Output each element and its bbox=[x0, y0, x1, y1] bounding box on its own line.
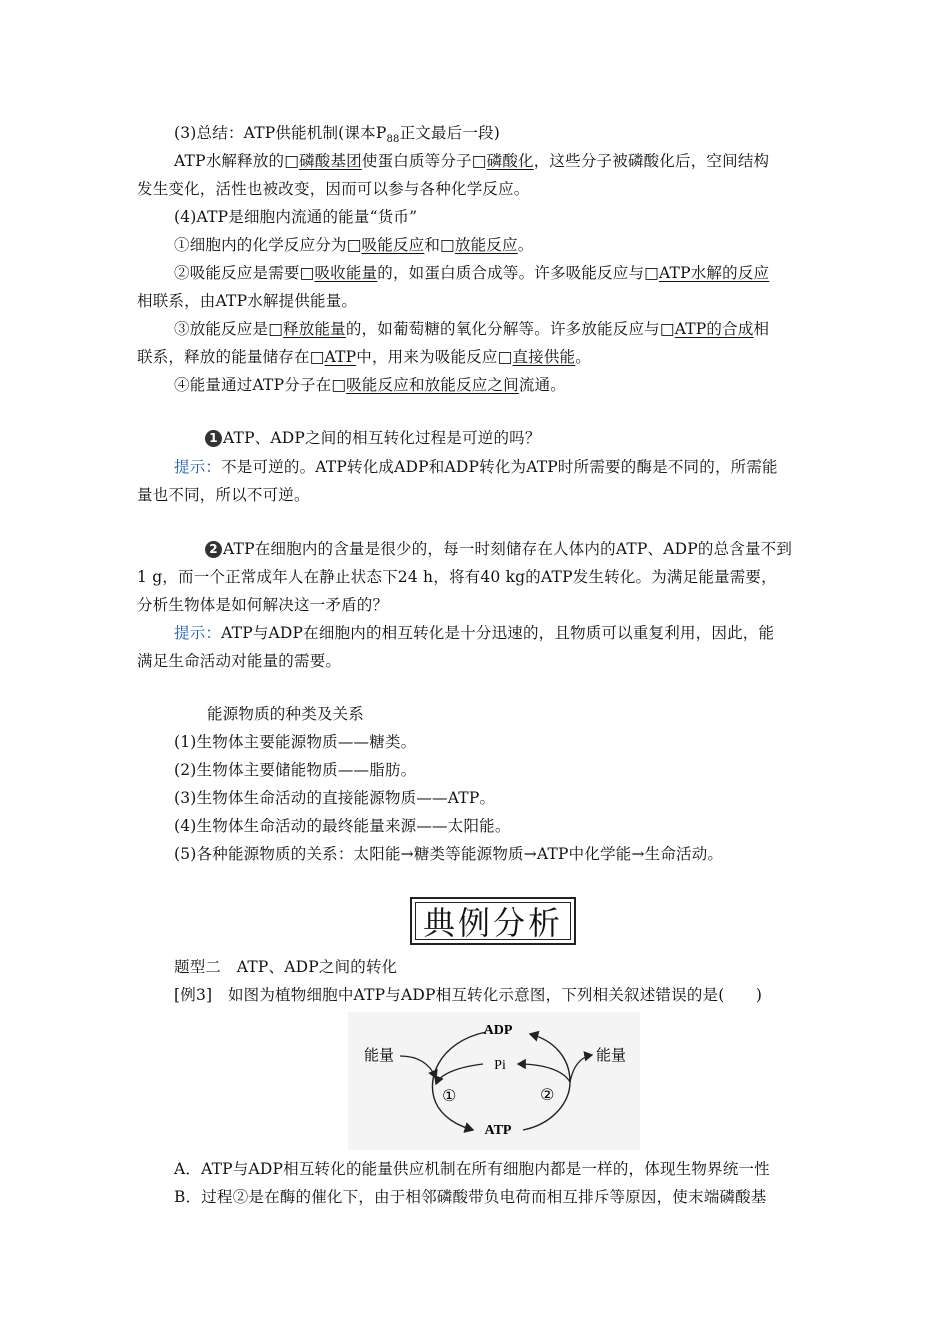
adp-label: ADP bbox=[483, 1023, 513, 1038]
atp-label: ATP bbox=[484, 1123, 512, 1138]
atp-adp-cycle-svg bbox=[348, 1012, 640, 1150]
energy-item: (5)各种能源物质的关系：太阳能→糖类等能源物质→ATP中化学能→生命活动。 bbox=[174, 845, 724, 863]
number-badge-icon: 2 bbox=[205, 541, 222, 558]
blank-answer: 吸能反应 bbox=[361, 236, 425, 254]
summary-heading-text-2: 正文最后一段) bbox=[399, 124, 501, 142]
blank-answer: 磷酸基团 bbox=[299, 152, 362, 170]
list-item: ②吸能反应是需要□吸收能量的，如蛋白质合成等。许多吸能反应与□ATP水解的反应 bbox=[174, 264, 770, 282]
list-item: ①细胞内的化学反应分为□吸能反应和□放能反应。 bbox=[174, 236, 534, 254]
energy-item: (2)生物体主要储能物质——脂肪。 bbox=[174, 761, 417, 779]
energy-title: 能源物质的种类及关系 bbox=[207, 705, 365, 723]
summary-heading bbox=[174, 123, 500, 150]
option-b: B．过程②是在酶的催化下，由于相邻磷酸带负电荷而相互排斥等原因，使末端磷酸基 bbox=[174, 1188, 767, 1206]
list-item: ④能量通过ATP分子在□吸能反应和放能反应之间流通。 bbox=[174, 376, 566, 394]
section-title-box bbox=[410, 897, 576, 945]
hint-label: 提示： bbox=[174, 624, 222, 642]
blank-answer: 释放能量 bbox=[283, 320, 346, 338]
energy-item: (1)生物体主要能源物质——糖类。 bbox=[174, 733, 417, 751]
blank-answer: ATP bbox=[324, 348, 357, 366]
page-subscript: 88 bbox=[386, 134, 400, 146]
question-1: 1 ATP、ADP之间的相互转化过程是可逆的吗？ bbox=[205, 428, 541, 448]
question-type-label: 题型二 ATP、ADP之间的转化 bbox=[174, 958, 398, 976]
blank-answer: ATP的合成 bbox=[674, 320, 754, 338]
blank-answer: 放能反应 bbox=[454, 236, 518, 254]
step-1-label: ① bbox=[442, 1086, 457, 1105]
answer-2-cont: 满足生命活动对能量的需要。 bbox=[137, 652, 342, 670]
blank-answer: 吸能反应和放能反应之间 bbox=[346, 376, 519, 394]
energy-item: (4)生物体生命活动的最终能量来源——太阳能。 bbox=[174, 817, 511, 835]
hint-label: 提示： bbox=[174, 458, 222, 476]
question-2: 2 ATP在细胞内的含量是很少的，每一时刻储存在人体内的ATP、ADP的总含量不到 bbox=[205, 539, 792, 559]
energy-left-label: 能量 bbox=[364, 1046, 395, 1064]
question-2-cont: 分析生物体是如何解决这一矛盾的？ bbox=[137, 596, 389, 614]
blank-answer: 直接供能 bbox=[512, 348, 576, 366]
blank-answer: 吸收能量 bbox=[314, 264, 378, 282]
blank-answer: 磷酸化 bbox=[486, 152, 534, 170]
answer-1: 提示：不是可逆的。ATP转化成ADP和ADP转化为ATP时所需要的酶是不同的，所需能 bbox=[174, 458, 778, 476]
atp-adp-diagram bbox=[348, 1012, 640, 1150]
list-item-cont: 联系，释放的能量储存在□ATP中，用来为吸能反应□直接供能。 bbox=[137, 348, 591, 366]
summary-heading-text: (3)总结：ATP供能机制(课本P bbox=[174, 124, 387, 142]
list-item-cont: 相联系，由ATP水解提供能量。 bbox=[137, 292, 358, 310]
question-2-cont: 1 g，而一个正常成年人在静止状态下24 h，将有40 kg的ATP发生转化。为满足能量需要， bbox=[137, 568, 777, 586]
energy-right-label: 能量 bbox=[596, 1046, 627, 1064]
pi-label: Pi bbox=[494, 1058, 506, 1073]
list-item: ③放能反应是□释放能量的，如葡萄糖的氧化分解等。许多放能反应与□ATP的合成相 bbox=[174, 320, 770, 338]
answer-1-cont: 量也不同，所以不可逆。 bbox=[137, 486, 310, 504]
summary-body-line-2: 发生变化，活性也被改变，因而可以参与各种化学反应。 bbox=[137, 180, 530, 198]
currency-heading: (4)ATP是细胞内流通的能量“货币” bbox=[174, 208, 418, 226]
summary-body-line-1: ATP水解释放的□磷酸基团使蛋白质等分子□磷酸化，这些分子被磷酸化后，空间结构 bbox=[174, 152, 770, 170]
example-prompt: [例3] 如图为植物细胞中ATP与ADP相互转化示意图，下列相关叙述错误的是( ) bbox=[174, 986, 763, 1004]
option-a: A．ATP与ADP相互转化的能量供应机制在所有细胞内都是一样的，体现生物界统一性 bbox=[174, 1160, 770, 1178]
blank-answer: ATP水解的反应 bbox=[659, 264, 770, 282]
section-title: 典例分析 bbox=[422, 904, 563, 942]
answer-2: 提示：ATP与ADP在细胞内的相互转化是十分迅速的，且物质可以重复利用，因此，能 bbox=[174, 624, 775, 642]
energy-item: (3)生物体生命活动的直接能源物质——ATP。 bbox=[174, 789, 496, 807]
number-badge-icon: 1 bbox=[205, 430, 222, 447]
step-2-label: ② bbox=[540, 1085, 555, 1104]
